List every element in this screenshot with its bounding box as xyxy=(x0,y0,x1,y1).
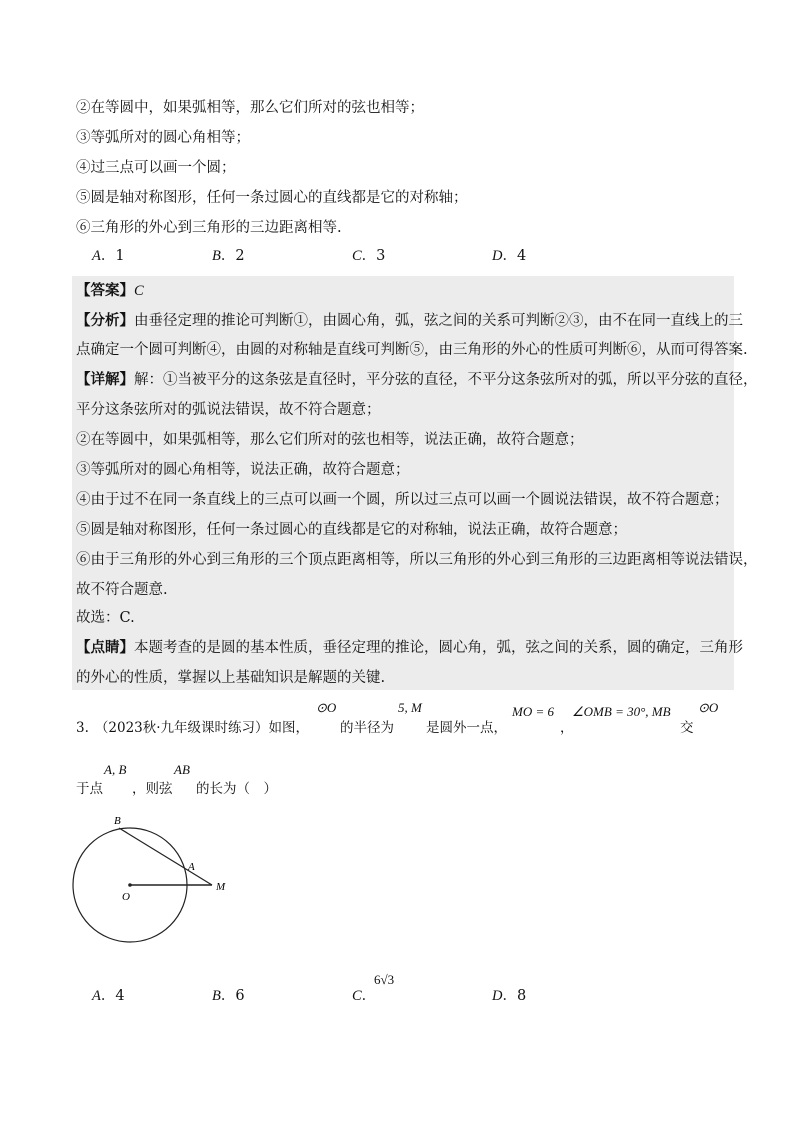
q3-mo-eq: MO = 6 xyxy=(512,704,554,719)
q3-radius-value: 5, M xyxy=(398,700,422,715)
q3-intersect: 交 xyxy=(680,720,694,736)
statement-2: ②在等圆中，如果弧相等，那么它们所对的弦也相等； xyxy=(76,100,424,116)
analysis-line-1 xyxy=(76,311,743,331)
q3-option-d-letter: D xyxy=(492,988,503,1004)
q3-option-c-math: 6√3 xyxy=(374,972,395,987)
detail-line-5: ④由于过不在同一条直线上的三点可以画一个圆，所以过三点可以画一个圆说法错误，故不符合题意； xyxy=(76,492,729,508)
q3-option-a xyxy=(92,986,125,1006)
q3-option-a-letter: A xyxy=(92,988,101,1004)
q3-number: 3. xyxy=(76,720,89,736)
q2-option-a-letter: A xyxy=(92,248,101,264)
statement-6: ⑥三角形的外心到三角形的三边距离相等. xyxy=(76,220,342,236)
analysis-tag: 【分析】 xyxy=(76,312,134,329)
detail-line-4: ③等弧所对的圆心角相等，说法正确，故符合题意； xyxy=(76,462,410,478)
q2-option-b xyxy=(212,246,245,266)
label-m: M xyxy=(216,881,226,893)
q3-circle-o-2: ⊙O xyxy=(698,700,719,715)
statement-5: ⑤圆是轴对称图形，任何一条过圆心的直线都是它的对称轴； xyxy=(76,190,468,206)
detail-line-2: 平分这条弦所对的弧说法错误，故不符合题意； xyxy=(76,402,381,418)
q3-comma: ， xyxy=(560,720,574,736)
detail-line-7: ⑥由于三角形的外心到三角形的三个顶点距离相等，所以三角形的外心到三角形的三边距离相等说法错误， xyxy=(76,552,758,568)
center-dot xyxy=(128,883,132,887)
q3-outside-text: 是圆外一点， xyxy=(426,720,507,736)
comment-line-2: 的外心的性质，掌握以上基础知识是解题的关键. xyxy=(76,670,386,686)
analysis-line-2: 点确定一个圆可判断④，由圆的对称轴是直线可判断⑤，由三角形的外心的性质可判断⑥，从而可得答案. xyxy=(76,342,748,358)
q3-ab: AB xyxy=(174,762,190,777)
comment-tag: 【点睛】 xyxy=(76,639,134,656)
detail-line-8: 故不符合题意. xyxy=(76,582,168,598)
q2-option-d xyxy=(492,246,526,266)
q2-option-b-text: ．2 xyxy=(220,248,245,264)
q3-number-source xyxy=(76,716,309,736)
q3-option-a-text: ．4 xyxy=(100,988,125,1004)
comment-line-1 xyxy=(76,638,743,658)
q3-option-d xyxy=(492,986,526,1006)
q2-option-d-letter: D xyxy=(492,248,503,264)
q3-source: （2023秋·九年级课时练习）如图， xyxy=(94,720,310,736)
q2-option-c-text: ．3 xyxy=(361,248,386,264)
q3-radius-text: 的半径为 xyxy=(340,720,394,736)
label-b: B xyxy=(114,815,121,827)
analysis-text-1: 由垂径定理的推论可判断①，由圆心角，弧，弦之间的关系可判断②③，由不在同一直线上的三 xyxy=(134,313,743,329)
q3-points: A, B xyxy=(104,762,127,777)
q3-option-d-text: ．8 xyxy=(502,988,527,1004)
q3-then-chord: ，则弦 xyxy=(132,781,173,797)
q3-option-c-letter: C xyxy=(352,988,362,1004)
q3-figure xyxy=(60,810,250,960)
answer-line xyxy=(76,281,144,301)
q3-option-b xyxy=(212,986,245,1006)
statement-4: ④过三点可以画一个圆； xyxy=(76,160,236,176)
detail-tag: 【详解】 xyxy=(76,371,134,388)
q2-option-a xyxy=(92,246,125,266)
q2-option-c-letter: C xyxy=(352,248,362,264)
q3-at-point: 于点 xyxy=(76,781,103,797)
q3-option-c-text: ． xyxy=(361,988,377,1004)
statement-3: ③等弧所对的圆心角相等； xyxy=(76,130,250,146)
q3-option-b-text: ．6 xyxy=(220,988,245,1004)
segment-mb xyxy=(119,828,212,885)
q3-length-question: 的长为（ ） xyxy=(196,781,277,797)
label-o: O xyxy=(122,891,130,903)
q3-angle-eq: ∠OMB = 30°, MB xyxy=(572,704,671,719)
q2-option-c xyxy=(352,246,385,266)
detail-line-1 xyxy=(76,370,758,390)
choose-line: 故选：C. xyxy=(76,610,135,626)
q2-option-a-text: ．1 xyxy=(100,248,125,264)
q3-circle-o: ⊙O xyxy=(316,700,337,715)
q3-option-c xyxy=(352,986,376,1006)
solution-panel xyxy=(72,276,734,690)
q3-option-b-letter: B xyxy=(212,988,221,1004)
detail-line-6: ⑤圆是轴对称图形，任何一条过圆心的直线都是它的对称轴，说法正确，故符合题意； xyxy=(76,522,627,538)
comment-text-1: 本题考查的是圆的基本性质，垂径定理的推论，圆心角，弧，弦之间的关系，圆的确定，三角形 xyxy=(134,640,743,656)
answer-tag: 【答案】 xyxy=(76,282,134,299)
label-a: A xyxy=(188,861,195,873)
q2-option-b-letter: B xyxy=(212,248,221,264)
answer-value: C xyxy=(134,283,144,299)
detail-line-3: ②在等圆中，如果弧相等，那么它们所对的弦也相等，说法正确，故符合题意； xyxy=(76,432,584,448)
detail-text-1: 解：①当被平分的这条弦是直径时，平分弦的直径，不平分这条弦所对的弧，所以平分弦的直径， xyxy=(134,372,758,388)
q2-option-d-text: ．4 xyxy=(502,248,527,264)
